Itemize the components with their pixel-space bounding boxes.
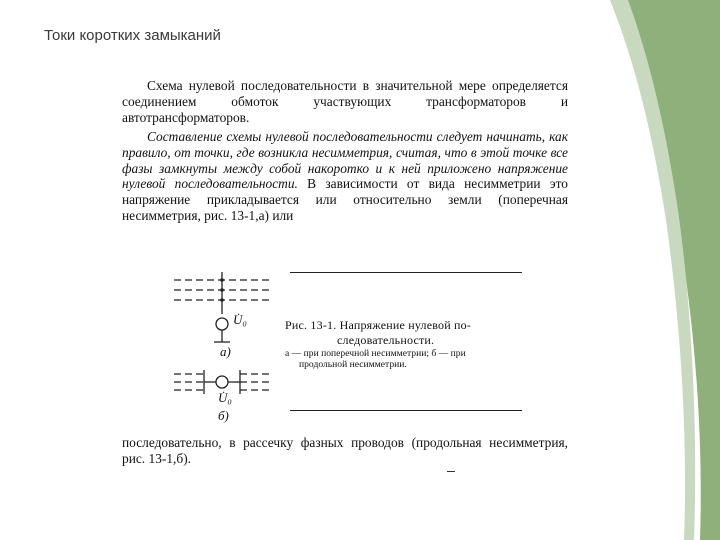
u0-label-a: U̇₀ [233, 312, 247, 327]
scanned-page [122, 72, 572, 472]
paragraph-1: Схема нулевой последовательности в значительной мере определяется соединением обмоток участвующих трансформаторов и автотрансформаторов. [122, 78, 568, 125]
caption-sub-line2: продольной несимметрии. [299, 359, 407, 370]
figure-caption-title [285, 318, 565, 348]
voltage-source-a [216, 318, 228, 330]
figure-caption-sub [285, 348, 565, 370]
voltage-source-b [216, 376, 228, 388]
rule-bottom [290, 410, 522, 411]
u0-label-b: U̇₀ [218, 390, 232, 405]
corner-decoration [580, 0, 720, 540]
label-b: б) [218, 408, 229, 423]
label-a: а) [220, 344, 231, 359]
caption-title-line2: следовательности. [337, 333, 435, 347]
stray-mark [447, 471, 455, 472]
caption-title-line1: Рис. 13-1. Напряжение нулевой по- [285, 318, 472, 332]
figure-13-1-diagram [122, 262, 282, 432]
caption-sub-line1: а — при поперечной несимметрии; б — при [285, 348, 466, 359]
paragraph-2-italic: Составление схемы нулевой последовательности следует начинать, как правило, от точки, где возникла несимметрия, считая, что в этой точке все фазы замкнуты между собой накоротко и к ней приложено напряжение нулевой последовательности. [122, 129, 568, 192]
paragraph-2-rest: В зависимости от вида несимметрии это напряжение прикладывается или относительно земли (поперечная несимметрия, рис. 13-1,а) или [122, 176, 568, 223]
slide-title: Токи коротких замыканий [44, 27, 221, 44]
paragraph-2 [122, 129, 568, 224]
rule-top [290, 272, 522, 273]
paragraph-3: последовательно, в рассечку фазных проводов (продольная несимметрия, рис. 13-1,б). [122, 435, 568, 466]
